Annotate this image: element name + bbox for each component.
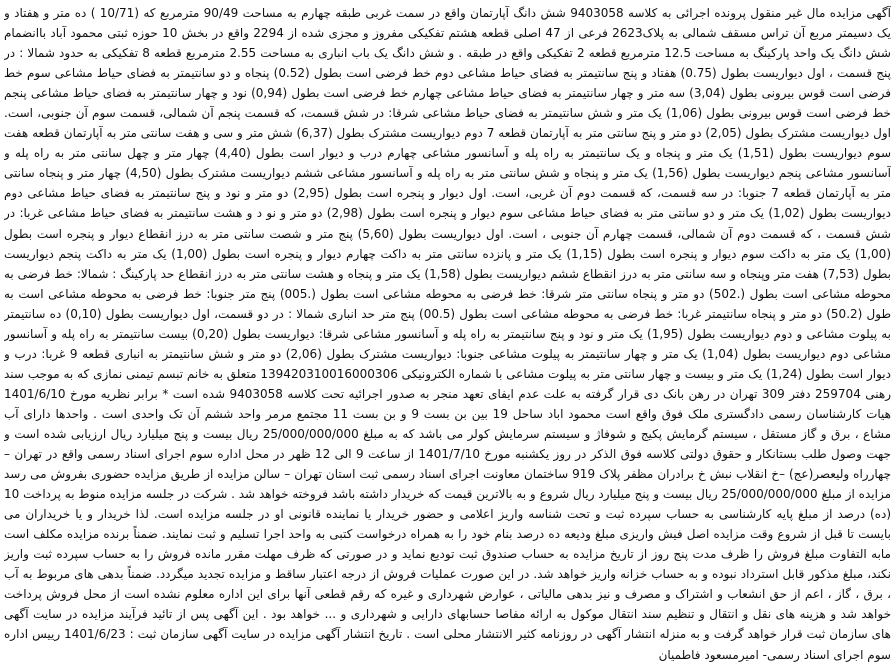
notice-body-text: آگهی مزایده مال غیر منقول پرونده اجرائی به کلاسه 9403058 شش دانگ آپارتمان واقع در سمت غربی طبقه چهارم به مساحت 90/49 مترمربع که (10/71 ) ده متر و هفتاد و یک دسیمتر مربع آن تراس مسقف شمالی به پلاک2623 فرعی از 47 اصلی قطعه هشتم تفکیکی مفروز و مجزی شده از 2294 واقع در بخش 10 حوزه ثبتی محمود آباد باانضمام شش دانگ یک واحد پارکینگ به مساحت 12.5 مترمربع قطعه 2 تفکیکی واقع در طبقه . و شش دانگ یک باب انباری به مساحت 2.55 مترمربع قطعه 8 تفکیکی به حدود شمالا : در پنج قسمت ، اول دیواریست بطول (0.75) هفتاد و پنج سانتیمتر به فضای حیاط مشاعی دوم خط فرضی است بطول (0.52) پنجاه و دو سانتیمتر به فضای حیاط مشاعی سوم خط فرضی است قوس بیرونی بطول (3,04) سه متر و چهار سانتیمتر به فضای حیاط مشاعی چهارم خط فرضی است بطول (0,94) نود و چهار سانتیمتر به فضای حیاط مشاعی پنجم خط فرضی است قوس بیرونی بطول (1,06) یک متر و شش سانتیمتر به فضای حیاط مشاعی شرقا: در شش قسمت، که قسمت پنجم آن شمالی، قسمت سوم آن جنوبی، است. اول دیواریست مشترک بطول (2,05) دو متر و پنج سانتی متر به آپارتمان قطعه 7 دوم دیواریست مشترک بطول (6,37) شش متر و سی و هفت سانتی متر به آپارتمان قطعه هفت سوم دیواریست بطول (1,51) یک متر و پنجاه و یک سانتیمتر به راه پله و آسانسور مشاعی چهارم درب و دیوار است بطول (4,40) چهار متر و چهل سانتی متر به راه پله و آسانسور مشاعی پنجم دیواریست بطول (1,56) یک متر و پنجاه و شش سانتی متر به راه پله و آسانسور مشاعی ششم دیواریست مشترک بطول (4,50) چهار متر و پنجاه سانتی متر به آپارتمان قطعه 7 جنوبا: در سه قسمت، که قسمت دوم آن غربی، است. اول دیوار و پنجره است بطول (2,95) دو متر و نود و پنج سانتیمتر به فضای حیاط مشاعی دوم دیواریست بطول (1,02) یک متر و دو سانتی متر به فضای حیاط مشاعی سوم دیوار و پنجره است بطول (2,98) دو متر و نو د و هشت سانتیمتر به فضای حیاط مشاعی غربا: در شش قسمت ، که قسمت دوم آن شمالی، قسمت چهارم آن جنوبی ، است. اول دیواریست بطول (5,60) پنج متر و شصت سانتی متر به درز انقطاع دیوار و پنجره است بطول (1,00) یک متر به داکت سوم دیوار و پنجره است بطول (1,15) یک متر و پانزده سانتی متر به داکت چهارم دیوار و پنجره است بطول (1,00) یک متر به داکت پنجم دیواریست بطول (7,53) هفت متر وپنجاه و سه سانتی متر به درز انقطاع ششم دیواریست بطول (1,58) یک متر و پنجاه و هشت سانتی متر به درز انقطاع حد پارکینگ : شمالا: خط فرضی به محوطه مشاعی است بطول (.502) دو متر و پنجاه سانتی متر شرقا: خط فرضی به محوطه مشاعی است بطول (.005) پنج متر جنوبا: خط فرضی به محوطه مشاعی است به طول (50.2) دو متر و پنجاه سانتیمتر غربا: خط فرضی به محوطه مشاعی است بطول (00.5) پنج متر حد انباری شمالا : در دو قسمت، اول دیواریست بطول (0,10) ده سانتیمتر به پیلوت مشاعی و دوم دیواریست بطول (1,95) یک متر و نود و پنج سانتیمتر به راه پله و آسانسور مشاعی شرقا: دیواریست بطول (0,20) بیست سانتیمتر به راه پله و آسانسور مشاعی دوم دیواریست بطول (1,04) یک متر و چهار سانتیمتر به پیلوت مشاعی جنوبا: دیواریست مشترک بطول (2,06) دو متر و شش سانتیمتر به انباری قطعه 9 غربا: درب و دیوار است بطول (1,24) یک متر و بیست و چهار سانتی متر به پیلوت مشاعی با شماره الکترونیکی 139420310016000306 متعلق به خانم تبسم تیمنی نمازی که به موجب سند رهنی 259704 دفتر 309 تهران در رهن بانک دی قرار گرفته به علت عدم ایفای تعهد منجر به صدور اجرائیه تحت کلاسه 9403058 شده است * برابر نظریه مورخ 1401/6/10 هیات کارشناسان رسمی دادگستری ملک فوق واقع است محمود اباد ساحل 19 بین بن بست 9 و بن بست 11 مجتمع مرمر واحد ششم آن تک واحدی است . واحدها دارای آب مشاع ، برق و گاز مستقل ، سیستم گرمایش پکیج و شوفاژ و سیستم سرمایش کولر می باشد که به مبلغ 25/000/000/000 ریال بیست و پنج میلیارد ریال ارزیابی شده است و جهت وصول طلب بستانکار و حقوق دولتی کلاسه فوق الذکر در روز یکشنبه مورخ 1401/7/10 از ساعت 9 الی 12 ظهر در محل اداره سوم اجرای اسناد رسمی واقع در تهران – چهارراه ولیعصر(عج) –خ انقلاب نبش خ برادران مظفر پلاک 919 ساختمان معاونت اجرای اسناد رسمی ثبت استان تهران – سالن مزایده از طریق مزایده حضوری بفروش می رسد مزایده از مبلغ 25/000/000/000 ریال بیست و پنج میلیارد ریال شروع و به بالاترین قیمت که خریدار داشته باشد فروخته خواهد شد . شرکت در جلسه مزایده منوط به پرداخت 10 (ده) درصد از مبلغ پایه کارشناسی به حساب سپرده ثبت و تحت شناسه واریز اعلامی و حضور خریدار یا نماینده قانونی او در جلسه مزایده است. لذا خریدار و یا خریداران می بایست تا قبل از شروع وقت مزایده اصل فیش واریزی مبلغ ودیعه ده درصد بنام خود را به همراه درخواست کتبی به واحد اجرا تسلیم و ثبت نمایند. ضمناً برنده مزایده مکلف است مابه التفاوت مبلغ فروش را ظرف مدت پنج روز از تاریخ مزایده به حساب صندوق ثبت تودیع نماید و در صورتی که ظرف مهلت مقرر مانده فروش را به حساب سپرده ثبت واریز نکند، مبلغ مذکور قابل استرداد نبوده و به حساب خزانه واریز خواهد شد. در این صورت عملیات فروش از درجه اعتبار ساقط و مزایده تجدید میگردد. ضمناً بدهی های مربوط به آب ، برق ، گاز ، اعم از حق انشعاب و اشتراک و مصرف و نیز بدهی مالیاتی ، عوارض شهرداری و غیره که رقم قطعی آنها برای این اداره معلوم نشده است از محل فروش پرداخت خواهد شد و هزینه های نقل و انتقال و تنظیم سند انتقال موکول به ارائه مفاصا حسابهای دارایی و شهرداری و ... خواهد بود . این آگهی پس از تائید فرآیند مزایده در سایت آگهی های سازمان ثبت قرار خواهد گرفت و به منزله انتشار آگهی در روزنامه کثیر الانتشار محلی است . تاریخ انتشار آگهی مزایده در سایت آگهی سازمان ثبت : 1401/6/23 رییس اداره سوم اجرای اسناد رسمی- امیرمسعود فاطمیان — [4, 6, 891, 662]
auction-notice — [4, 3, 891, 668]
